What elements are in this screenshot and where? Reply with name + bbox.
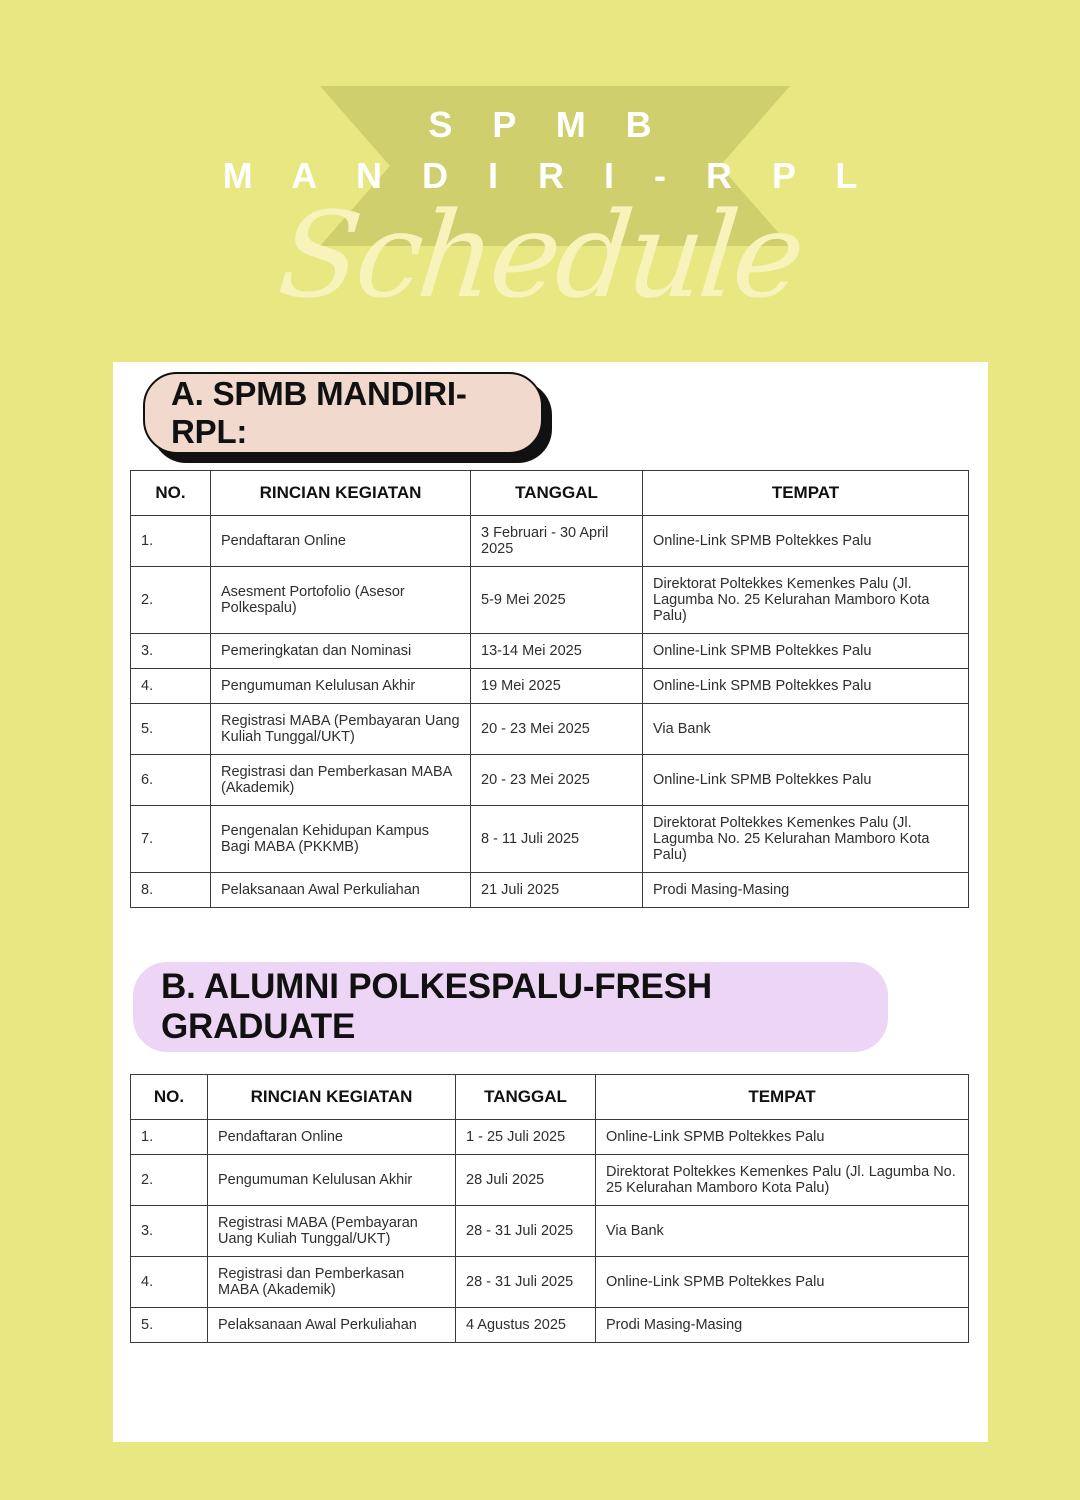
content-card <box>113 362 988 1442</box>
cell-no: 3. <box>131 1206 208 1257</box>
table-a-header-row <box>131 471 969 516</box>
cell-tempat: Online-Link SPMB Poltekkes Palu <box>643 669 969 704</box>
cell-no: 2. <box>131 1155 208 1206</box>
cell-tempat: Online-Link SPMB Poltekkes Palu <box>596 1120 969 1155</box>
cell-kegiatan: Asesment Portofolio (Asesor Polkespalu) <box>211 567 471 634</box>
cell-kegiatan: Registrasi dan Pemberkasan MABA (Akademik) <box>211 755 471 806</box>
cell-tempat: Via Bank <box>643 704 969 755</box>
cell-no: 1. <box>131 516 211 567</box>
table-row <box>131 704 969 755</box>
table-row <box>131 1206 969 1257</box>
cell-kegiatan: Pendaftaran Online <box>208 1120 456 1155</box>
ribbon-title-line-2: M A N D I R I - R P L <box>222 155 873 196</box>
cell-tanggal: 28 - 31 Juli 2025 <box>456 1206 596 1257</box>
cell-tempat: Direktorat Poltekkes Kemenkes Palu (Jl. Lagumba No. 25 Kelurahan Mamboro Kota Palu) <box>643 567 969 634</box>
table-row <box>131 873 969 908</box>
cell-tanggal: 4 Agustus 2025 <box>456 1308 596 1343</box>
cell-kegiatan: Pemeringkatan dan Nominasi <box>211 634 471 669</box>
cell-no: 5. <box>131 1308 208 1343</box>
table-row <box>131 567 969 634</box>
cell-tanggal: 20 - 23 Mei 2025 <box>471 755 643 806</box>
schedule-table-b <box>130 1074 969 1343</box>
column-header-tanggal: TANGGAL <box>471 471 643 516</box>
ribbon-title-line-1: S P M B <box>428 104 667 145</box>
table-b-header-row <box>131 1075 969 1120</box>
column-header-tempat: TEMPAT <box>643 471 969 516</box>
column-header-no: NO. <box>131 1075 208 1120</box>
cell-no: 4. <box>131 1257 208 1308</box>
table-row <box>131 806 969 873</box>
section-b-title-text: B. ALUMNI POLKESPALU-FRESH GRADUATE <box>161 967 712 1046</box>
table-row <box>131 1308 969 1343</box>
cell-kegiatan: Pelaksanaan Awal Perkuliahan <box>211 873 471 908</box>
cell-kegiatan: Pengenalan Kehidupan Kampus Bagi MABA (PKKMB) <box>211 806 471 873</box>
poster-header <box>0 0 1080 362</box>
cell-tempat: Via Bank <box>596 1206 969 1257</box>
section-b-heading <box>133 962 888 1052</box>
cell-tanggal: 28 - 31 Juli 2025 <box>456 1257 596 1308</box>
cell-tanggal: 13-14 Mei 2025 <box>471 634 643 669</box>
cell-tanggal: 3 Februari - 30 April 2025 <box>471 516 643 567</box>
column-header-no: NO. <box>131 471 211 516</box>
table-row <box>131 1155 969 1206</box>
cell-tempat: Online-Link SPMB Poltekkes Palu <box>643 755 969 806</box>
cell-kegiatan: Pengumuman Kelulusan Akhir <box>208 1155 456 1206</box>
cell-no: 4. <box>131 669 211 704</box>
section-a-heading <box>143 372 543 454</box>
cell-tempat: Online-Link SPMB Poltekkes Palu <box>643 516 969 567</box>
cell-kegiatan: Pelaksanaan Awal Perkuliahan <box>208 1308 456 1343</box>
cell-tanggal: 28 Juli 2025 <box>456 1155 596 1206</box>
cell-tempat: Prodi Masing-Masing <box>643 873 969 908</box>
cell-tanggal: 21 Juli 2025 <box>471 873 643 908</box>
cell-tanggal: 20 - 23 Mei 2025 <box>471 704 643 755</box>
cell-no: 6. <box>131 755 211 806</box>
cell-tempat: Direktorat Poltekkes Kemenkes Palu (Jl. Lagumba No. 25 Kelurahan Mamboro Kota Palu) <box>596 1155 969 1206</box>
cell-no: 3. <box>131 634 211 669</box>
column-header-tanggal: TANGGAL <box>456 1075 596 1120</box>
cell-tempat: Online-Link SPMB Poltekkes Palu <box>596 1257 969 1308</box>
cell-tanggal: 19 Mei 2025 <box>471 669 643 704</box>
column-header-kegiatan: RINCIAN KEGIATAN <box>211 471 471 516</box>
cell-tanggal: 5-9 Mei 2025 <box>471 567 643 634</box>
cell-kegiatan: Pengumuman Kelulusan Akhir <box>211 669 471 704</box>
cell-kegiatan: Registrasi dan Pemberkasan MABA (Akademik) <box>208 1257 456 1308</box>
table-row <box>131 516 969 567</box>
cell-tempat: Direktorat Poltekkes Kemenkes Palu (Jl. Lagumba No. 25 Kelurahan Mamboro Kota Palu) <box>643 806 969 873</box>
cell-tanggal: 8 - 11 Juli 2025 <box>471 806 643 873</box>
cell-kegiatan: Registrasi MABA (Pembayaran Uang Kuliah Tunggal/UKT) <box>211 704 471 755</box>
section-a-title-text: A. SPMB MANDIRI-RPL: <box>171 375 467 450</box>
cell-no: 2. <box>131 567 211 634</box>
column-header-kegiatan: RINCIAN KEGIATAN <box>208 1075 456 1120</box>
table-row <box>131 755 969 806</box>
cell-no: 7. <box>131 806 211 873</box>
cell-tempat: Prodi Masing-Masing <box>596 1308 969 1343</box>
cell-no: 8. <box>131 873 211 908</box>
column-header-tempat: TEMPAT <box>596 1075 969 1120</box>
cell-tanggal: 1 - 25 Juli 2025 <box>456 1120 596 1155</box>
table-row <box>131 669 969 704</box>
table-row <box>131 634 969 669</box>
table-row <box>131 1120 969 1155</box>
table-row <box>131 1257 969 1308</box>
schedule-script-title: Schedule <box>272 186 808 324</box>
cell-kegiatan: Pendaftaran Online <box>211 516 471 567</box>
cell-tempat: Online-Link SPMB Poltekkes Palu <box>643 634 969 669</box>
cell-kegiatan: Registrasi MABA (Pembayaran Uang Kuliah Tunggal/UKT) <box>208 1206 456 1257</box>
cell-no: 1. <box>131 1120 208 1155</box>
cell-no: 5. <box>131 704 211 755</box>
schedule-table-a <box>130 470 969 908</box>
